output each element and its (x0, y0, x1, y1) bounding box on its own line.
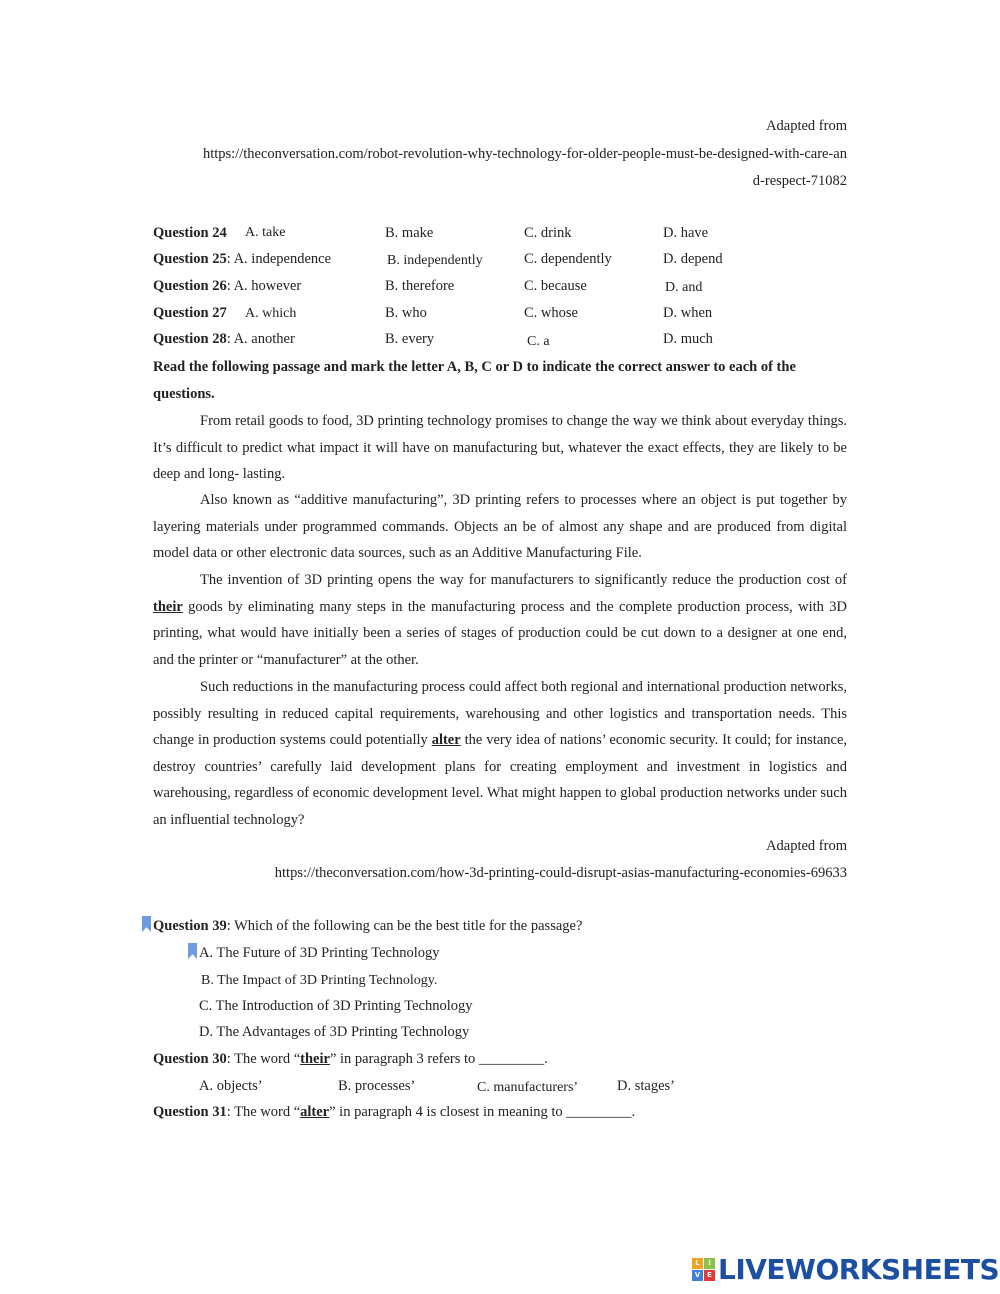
question-26-row: Question 26: A. however (153, 278, 302, 294)
option-c[interactable]: C. whose (524, 305, 578, 321)
instruction-heading: Read the following passage and mark the letter A, B, C or D to indicate the correct answer to each of the questions. (153, 359, 796, 402)
option-c[interactable]: C. a (527, 334, 550, 349)
option-c[interactable]: C. manufacturers’ (477, 1080, 579, 1095)
option-d[interactable]: D. and (665, 280, 703, 295)
option-b[interactable]: B. independently (387, 253, 483, 268)
source-url: https://theconversation.com/how-3d-printing-could-disrupt-asias-manufacturing-economies-69633 (274, 865, 847, 881)
option-d[interactable]: D. depend (663, 251, 723, 267)
option-b[interactable]: B. every (385, 331, 435, 347)
logo-text: LIVEWORKSHEETS (718, 1252, 1000, 1286)
option-a[interactable]: A. which (245, 306, 297, 321)
option-b[interactable]: B. The Impact of 3D Printing Technology. (201, 973, 438, 988)
bookmark-icon[interactable] (142, 916, 151, 932)
highlighted-word-alter: alter (300, 1104, 330, 1120)
highlighted-word-their: their (153, 598, 183, 615)
liveworksheets-logo (692, 1253, 999, 1285)
option-d[interactable]: D. have (663, 225, 709, 241)
question-28-row: Question 28: A. another (153, 331, 295, 347)
logo-tile: E (704, 1270, 715, 1281)
question-number: Question 30 (153, 1051, 227, 1067)
question-number: Question 28 (153, 331, 227, 347)
logo-tile: L (692, 1258, 703, 1269)
question-number: Question 24 (153, 225, 227, 241)
source-label: Adapted from (766, 118, 847, 134)
option-a[interactable]: A. take (245, 225, 286, 240)
question-number: Question 39 (153, 918, 227, 934)
question-number: Question 25 (153, 251, 227, 267)
question-number: Question 31 (153, 1104, 227, 1120)
option-b[interactable]: B. who (385, 305, 427, 321)
bookmark-icon[interactable] (188, 943, 197, 959)
option-a[interactable]: A. independence (233, 251, 332, 267)
question-27-row (153, 304, 227, 322)
option-c[interactable]: C. dependently (524, 251, 612, 267)
option-d[interactable]: D. The Advantages of 3D Printing Technology (199, 1024, 470, 1040)
logo-tile: V (692, 1270, 703, 1281)
option-c[interactable]: C. drink (524, 225, 572, 241)
source-url-line-1: https://theconversation.com/robot-revolution-why-technology-for-older-people-must-be-designed-with-care-an (202, 146, 847, 162)
option-c[interactable]: C. The Introduction of 3D Printing Technology (199, 998, 473, 1014)
question-number: Question 27 (153, 305, 227, 321)
option-a[interactable]: A. another (233, 331, 295, 347)
question-39 (153, 917, 582, 935)
question-number: Question 26 (153, 278, 227, 294)
source-label: Adapted from (766, 838, 847, 854)
question-30: Question 30: The word “their” in paragraph 3 refers to _________. (153, 1051, 548, 1067)
option-b[interactable]: B. therefore (385, 278, 455, 294)
option-c[interactable]: C. because (524, 278, 587, 294)
question-24-row (153, 224, 227, 242)
option-d[interactable]: D. when (663, 305, 713, 321)
highlighted-word-their: their (300, 1051, 330, 1067)
passage-paragraph-4: Such reductions in the manufacturing process could affect both regional and international production networks, possibly resulting in reduced capital requirements, warehousing and other logistics and transportation needs. This change in production systems could potentially alter the very idea of nations’ economic security. It could; for instance, destroy countries’ carefully laid development plans for creating employment and investment in logistics and warehousing, regardless of economic development level. What might happen to global production networks under such an influential technology? (153, 679, 847, 828)
option-a[interactable]: A. objects’ (199, 1078, 263, 1094)
option-b[interactable]: B. make (385, 225, 434, 241)
logo-tile: I (704, 1258, 715, 1269)
option-d[interactable]: D. stages’ (617, 1078, 675, 1094)
question-text: : Which of the following can be the best title for the passage? (226, 918, 583, 934)
option-d[interactable]: D. much (663, 331, 713, 347)
question-25-row: Question 25: A. independence (153, 251, 332, 267)
highlighted-word-alter: alter (431, 732, 461, 749)
option-b[interactable]: B. processes’ (338, 1078, 416, 1094)
logo-tiles (692, 1258, 715, 1281)
source-url-line-2: d-respect-71082 (752, 173, 847, 189)
option-a[interactable]: A. however (233, 278, 302, 294)
question-31: Question 31: The word “alter” in paragraph 4 is closest in meaning to _________. (153, 1104, 636, 1120)
passage-paragraph-2: Also known as “additive manufacturing”, 3D printing refers to processes where an object is put together by layering materials under programmed commands. Objects an be of almost any shape and are produced from digital model data or other electronic data sources, such as an Additive Manufacturing File. (153, 492, 847, 562)
option-a[interactable]: A. The Future of 3D Printing Technology (199, 945, 440, 961)
passage-paragraph-1: From retail goods to food, 3D printing technology promises to change the way we think about everyday things. It’s difficult to predict what impact it will have on manufacturing but, whatever the exact effects, they are likely to be deep and long- lasting. (153, 413, 847, 483)
passage-paragraph-3: The invention of 3D printing opens the way for manufacturers to significantly reduce the production cost of their goods by eliminating many steps in the manufacturing process and the complete production process, with 3D printing, what would have initially been a series of stages of production could be cut down to a designer at one end, and the printer or “manufacturer” at the other. (153, 572, 847, 668)
